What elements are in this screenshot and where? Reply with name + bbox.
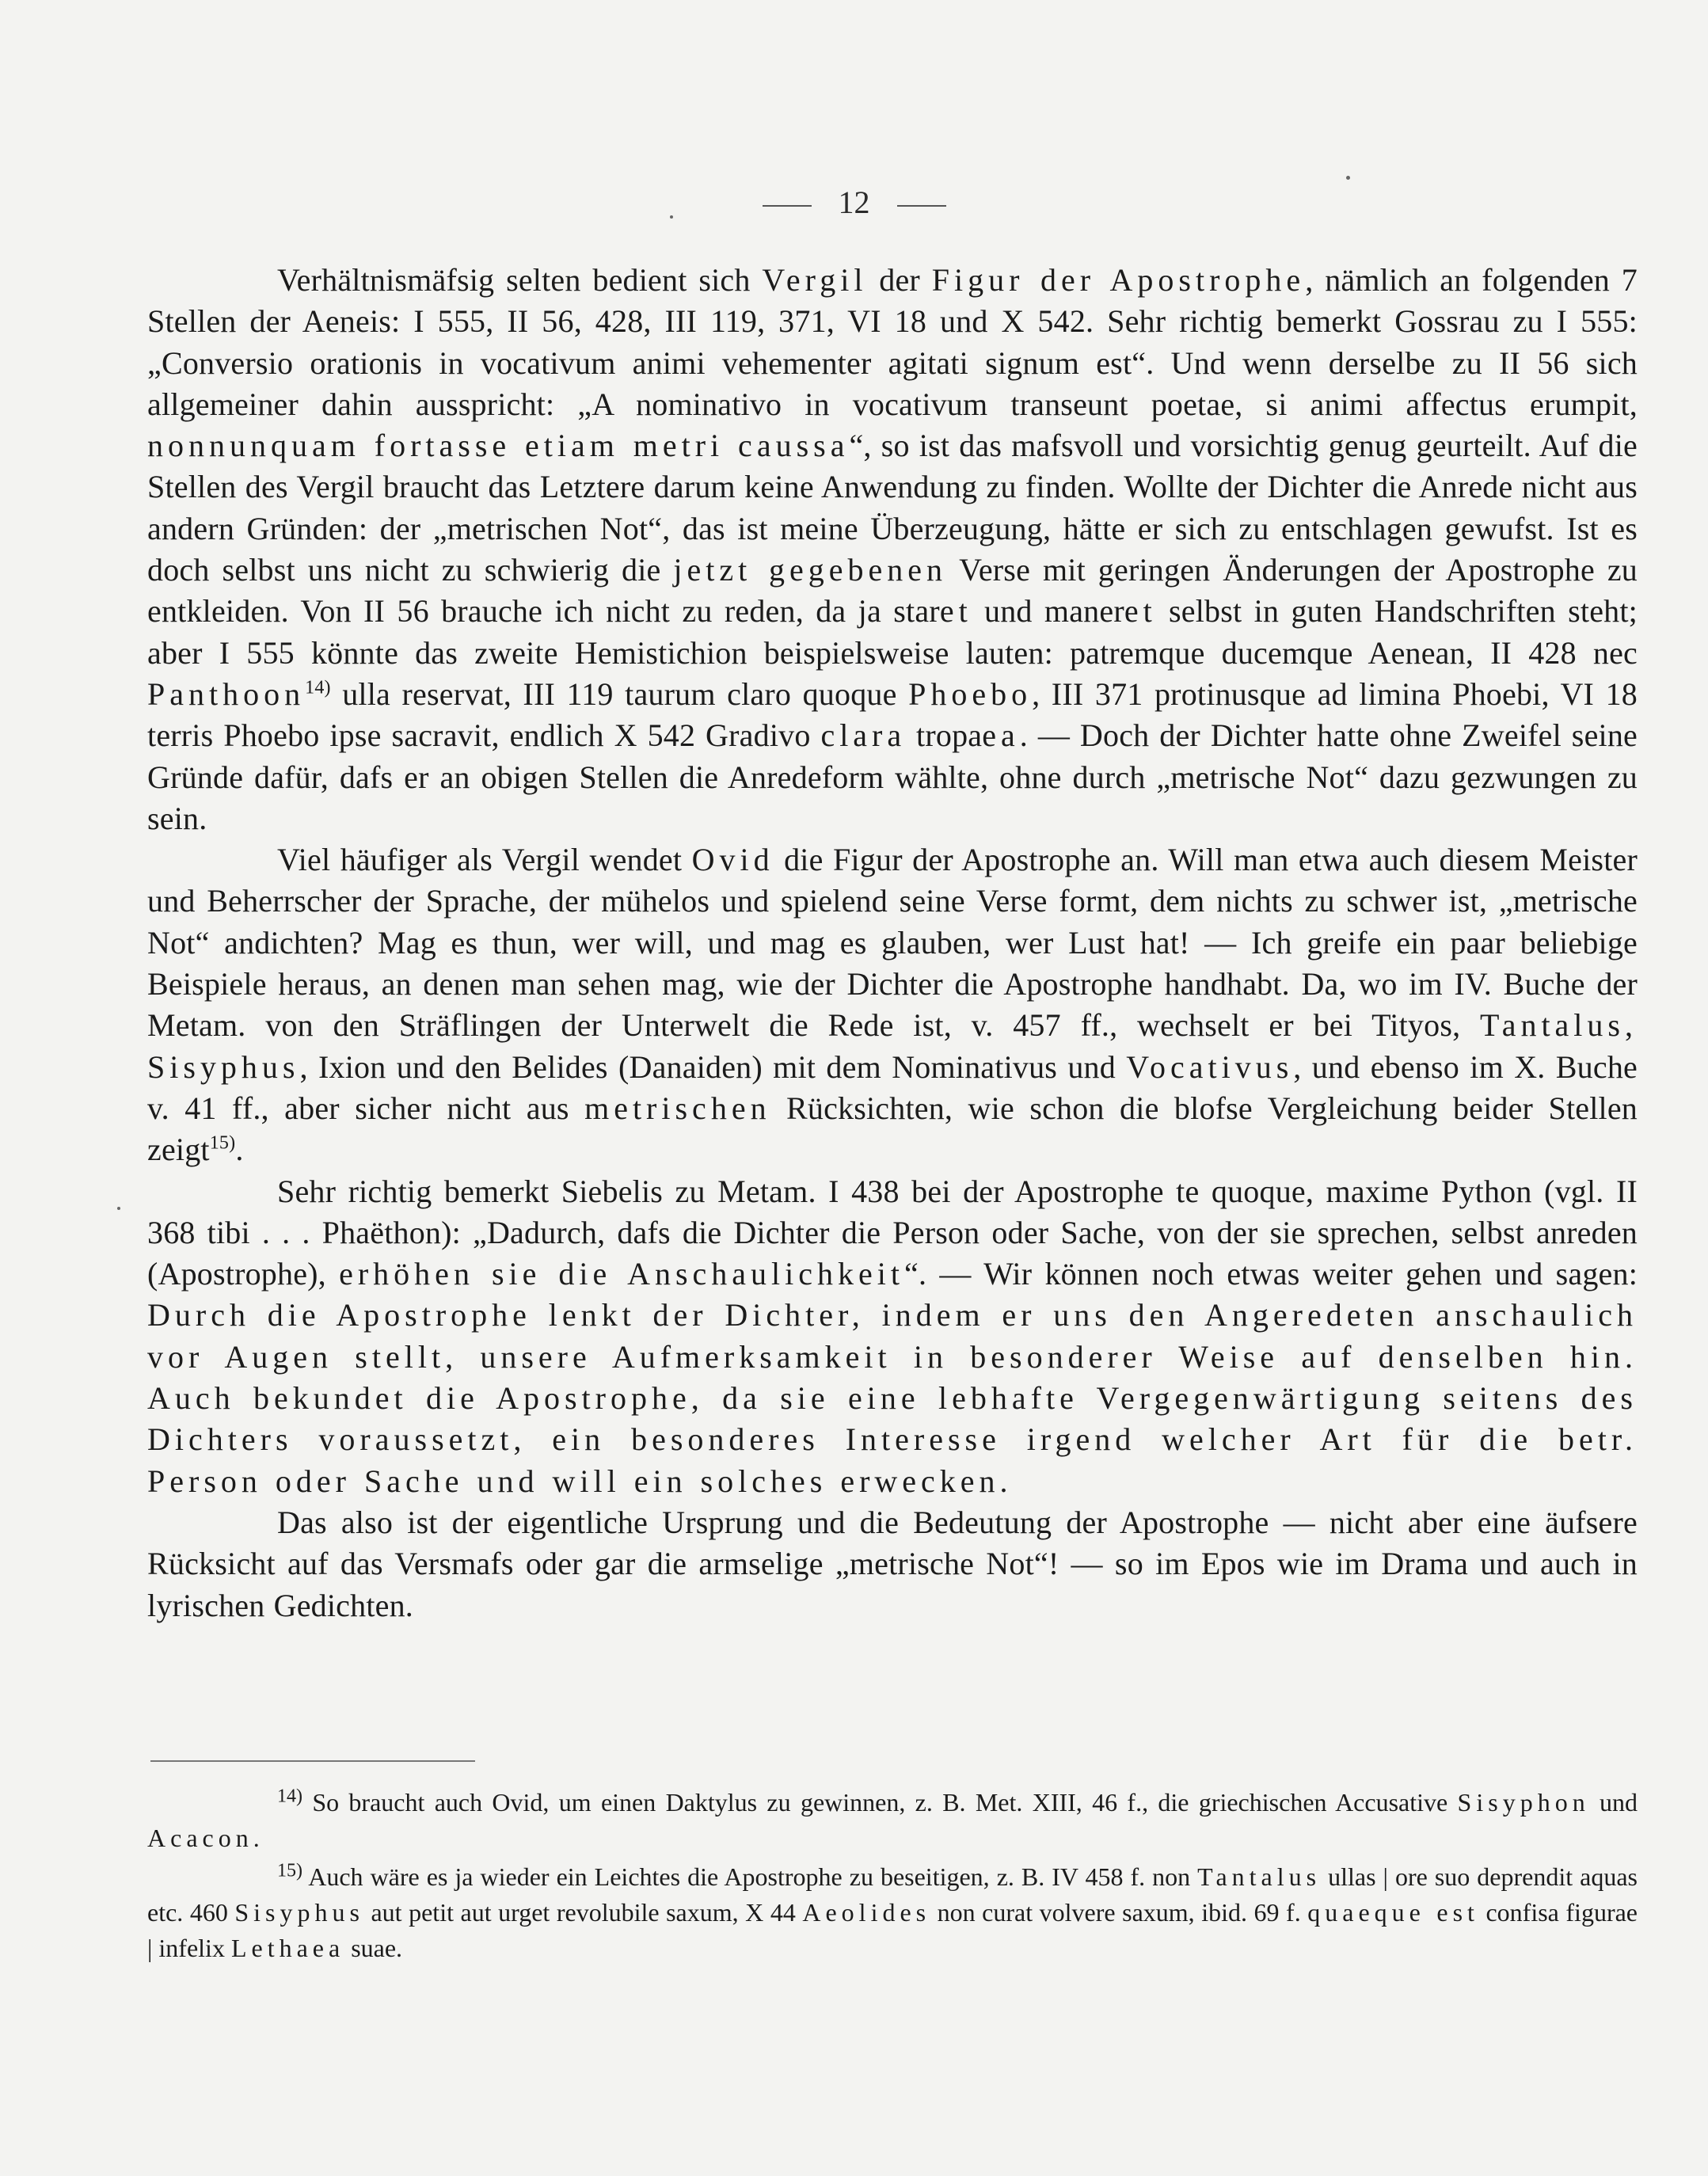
text-run: Rücksichten, wie schon die blofse Vergleichung beider Stellen zeigt	[147, 1090, 1638, 1168]
text-run: Auch wäre es ja wieder ein Leichtes die Apostrophe zu beseitigen, z. B. IV 458 f. non	[302, 1862, 1198, 1891]
text-run: Verhältnismäfsig selten bedient sich	[277, 262, 763, 298]
paragraph	[147, 839, 1638, 1170]
text-run: , und ebenso im X. Buche v. 41 ff., aber sicher nicht aus	[147, 1048, 1638, 1126]
text-run: Viel häufiger als Vergil wendet	[277, 842, 692, 878]
spaced-emphasis: et	[939, 593, 972, 630]
text-run: Verse mit geringen Änderungen der Apostrophe zu entkleiden. Von II 56 brauche ich nicht zu reden, da ja star	[147, 552, 1638, 630]
text-run: .	[253, 1824, 260, 1852]
text-run: . — Doch der Dichter hatte ohne Zweifel seine Gründe dafür, dafs er an obigen Stellen die Anredeform wählte, ohne durch „metrische Not“ dazu gezwungen zu sein.	[147, 717, 1638, 836]
text-run: “. — Wir können noch etwas weiter gehen und sagen:	[904, 1256, 1638, 1292]
text-run: Das also ist der eigentliche Ursprung und die Bedeutung der Apostrophe — nicht aber eine äufsere Rücksicht auf das Versmafs oder gar die armselige „metrische Not“! — so im Epos wie im Drama und auch in lyrischen Gedichten.	[147, 1504, 1638, 1623]
text-run: , nämlich an folgenden 7 Stellen der Aeneis: I 555, II 56, 428, III 119, 371, VI 18 und X 542. Sehr richtig bemerkt Gossrau zu I 555: „Conversio orationis in vocativum animi vehementer agitati signum est“. Und wenn derselbe zu II 56 sich allgemeiner dahin ausspricht: „A nominativo in vocativum transeunt poetae, si animi affectus erumpit,	[147, 262, 1638, 422]
spaced-emphasis: Sisyphon	[1457, 1788, 1590, 1817]
footnote	[147, 1785, 1638, 1856]
text-run: suae.	[344, 1934, 403, 1962]
text-run: aut petit aut urget revolubile saxum, X 44	[363, 1898, 803, 1927]
footnote	[147, 1859, 1638, 1966]
text-run: “, so ist das mafsvoll und vorsichtig genug geurteilt. Auf die Stellen des Vergil braucht das Letztere darum keine Anwendung zu finden. Wollte der Dichter die Anrede nicht aus andern Gründen: der „metrischen Not“, das ist meine Überzeugung, hätte er sich zu entschlagen gewufst. Ist es doch selbst uns nicht zu schwierig die	[147, 428, 1638, 588]
text-run: selbst in guten Handschriften steht; aber I 555 könnte das zweite Hemistichion beispielsweise lauten: patremque ducemque Aenean, II 428 nec	[147, 593, 1638, 671]
footnote-ref: 14)	[305, 677, 331, 698]
spaced-emphasis: Durch die Apostrophe lenkt der Dichter, indem er uns den Angeredeten anschaulich vor Augen stellt, unsere Aufmerksamkeit in besonderer Weise auf denselben hin. Auch bekundet die Apostrophe, da sie eine lebhafte Vergegenwärtigung seitens des Dichters voraussetzt, ein besonderes Interesse irgend welcher Art für die betr. Person oder Sache und will ein solches erwecken.	[147, 1297, 1638, 1499]
spaced-emphasis: clara	[820, 717, 907, 754]
spaced-emphasis: nonnunquam fortasse etiam metri caussa	[147, 428, 850, 464]
spaced-emphasis: Aeolides	[802, 1898, 931, 1927]
footnote-ref: 15)	[277, 1860, 302, 1881]
spaced-emphasis: Vocativus	[1126, 1048, 1294, 1085]
header-dash-left	[763, 205, 812, 207]
spaced-emphasis: Tantalus	[1197, 1862, 1322, 1891]
text-run: .	[235, 1132, 244, 1168]
text-run: non curat volvere saxum, ibid. 69 f.	[930, 1898, 1308, 1927]
spaced-emphasis: ea	[982, 717, 1020, 754]
text-run: ullas | ore suo deprendit aquas etc. 460	[147, 1862, 1638, 1927]
paper-speck	[1346, 176, 1350, 180]
spaced-emphasis: Sisyphus	[234, 1898, 364, 1927]
spaced-emphasis: quaeque est	[1307, 1898, 1479, 1927]
text-run: , Ixion und den Belides (Danaiden) mit dem Nominativus und	[299, 1048, 1127, 1085]
paragraph	[147, 260, 1638, 839]
text-run: ulla reservat, III 119 taurum claro quoque	[330, 675, 909, 712]
spaced-emphasis: Acacon	[147, 1824, 253, 1852]
paper-speck	[117, 1207, 120, 1210]
spaced-emphasis: jetzt gegebenen	[673, 552, 947, 588]
page-number: 12	[838, 185, 870, 220]
text-run: confisa figurae | infelix	[147, 1898, 1638, 1962]
header-dash-right	[897, 205, 946, 207]
footnote-ref: 15)	[209, 1132, 236, 1154]
text-run: tropa	[906, 717, 983, 754]
body-text	[147, 260, 1638, 1626]
text-run: der	[867, 262, 932, 298]
text-run: Sehr richtig bemerkt Siebelis zu Metam. I 438 bei der Apostrophe te quoque, maxime Python (vgl. II 368 tibi . . . Phaëthon): „Dadurch, dafs die Dichter die Person oder Sache, von der sie sprechen, selbst anreden (Apostrophe),	[147, 1173, 1638, 1292]
text-run: und	[1589, 1788, 1638, 1817]
footnote-rule	[150, 1760, 475, 1762]
footnote-ref: 14)	[277, 1786, 302, 1807]
text-run: , III 371 protinusque ad limina Phoebi, VI 18 terris Phoebo ipse sacravit, endlich X 542 Gradivo	[147, 675, 1638, 754]
page-header	[0, 184, 1708, 221]
spaced-emphasis: Figur der Apostrophe	[931, 262, 1306, 298]
spaced-emphasis: Ovid	[691, 842, 774, 878]
text-run: die Figur der Apostrophe an. Will man etwa auch diesem Meister und Beherrscher der Sprache, der mühelos und spielend seine Verse formt, dem nichts zu schwer ist, „metrische Not“ andichten? Mag es thun, wer will, und mag es glauben, wer Lust hat! — Ich greife ein paar beliebige Beispiele heraus, an denen man sehen mag, wie der Dichter die Apostrophe handhabt. Da, wo im IV. Buche der Metam. von den Sträflingen der Unterwelt die Rede ist, v. 457 ff., wechselt er bei Tityos,	[147, 842, 1638, 1044]
spaced-emphasis: et	[1124, 593, 1157, 630]
spaced-emphasis: Tantalus, Sisyphus	[147, 1007, 1638, 1085]
text-run: So braucht auch Ovid, um einen Daktylus zu gewinnen, z. B. Met. XIII, 46 f., die griechischen Accusative	[302, 1788, 1458, 1817]
spaced-emphasis: Lethaea	[230, 1934, 345, 1962]
spaced-emphasis: Vergil	[762, 262, 868, 298]
spaced-emphasis: metrischen	[584, 1090, 771, 1126]
paragraph	[147, 1502, 1638, 1626]
spaced-emphasis: Panthoon	[147, 675, 306, 712]
spaced-emphasis: Phoebo	[908, 675, 1033, 712]
paragraph	[147, 1171, 1638, 1502]
text-run: und maner	[972, 593, 1124, 630]
footnotes	[147, 1785, 1638, 1969]
spaced-emphasis: erhöhen sie die Anschaulichkeit	[339, 1256, 905, 1292]
